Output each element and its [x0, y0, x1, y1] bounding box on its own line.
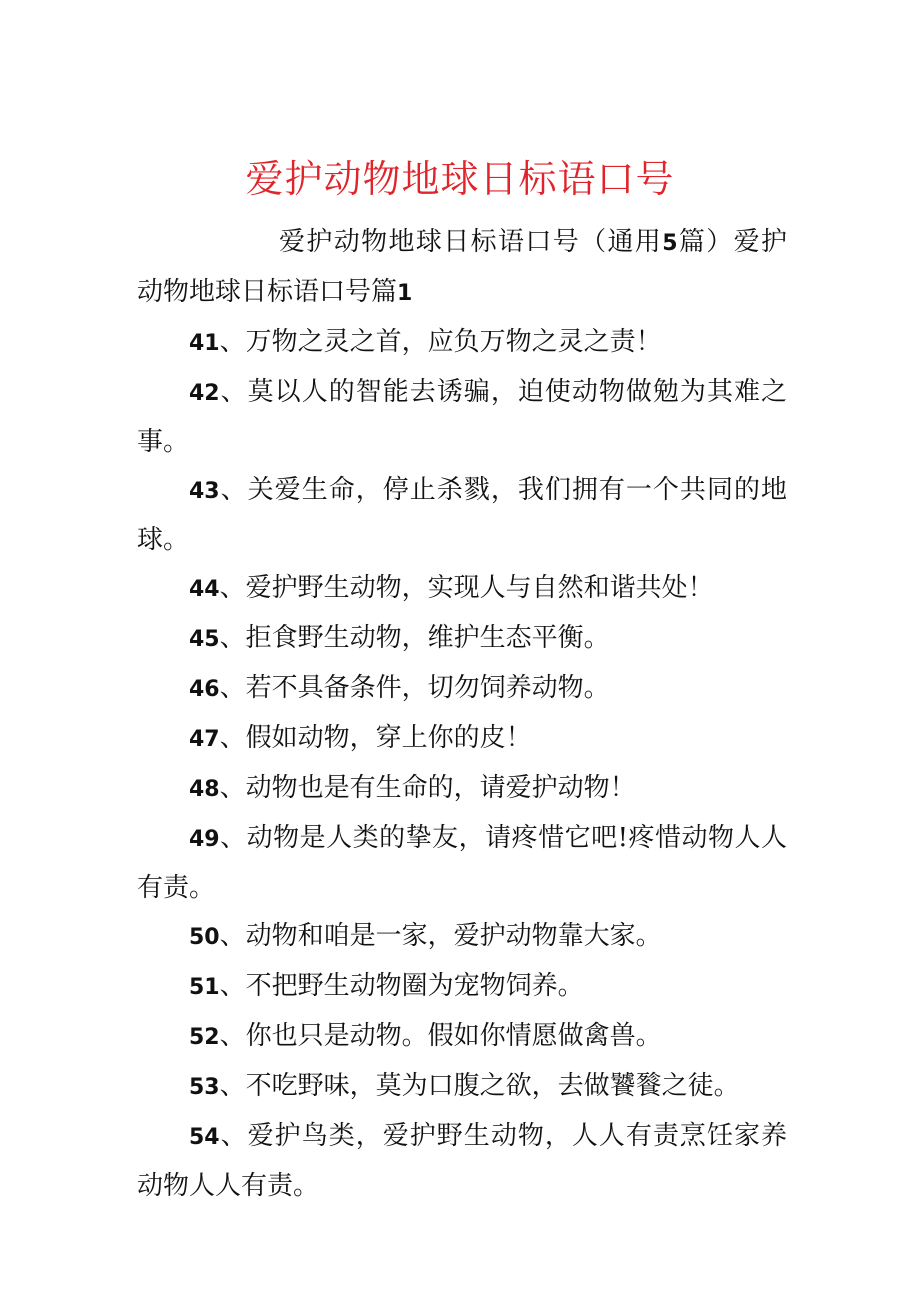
slogan-number: 54: [189, 1125, 220, 1150]
slogan-number: 44: [189, 577, 220, 602]
slogan-number: 47: [189, 727, 220, 752]
slogan-text: 、万物之灵之首，应负万物之灵之责！: [219, 327, 662, 357]
slogan-text: 、动物也是有生命的，请爱护动物！: [219, 773, 636, 803]
slogan-text: 、爱护鸟类，爱护野生动物，人人有责烹饪家养动物人人有责。: [137, 1121, 787, 1201]
slogan-item: [137, 764, 787, 814]
slogan-item: [137, 1112, 787, 1210]
slogan-item: [137, 368, 787, 466]
intro-text-a: 爱护动物地球日标语口号（通用: [279, 227, 663, 257]
slogan-item: [137, 1012, 787, 1062]
slogan-item: [137, 466, 787, 564]
intro-number-a: 5: [662, 231, 678, 256]
slogan-number: 49: [189, 827, 220, 852]
slogan-item: [137, 1062, 787, 1112]
slogan-number: 45: [189, 627, 220, 652]
slogan-text: 、不把野生动物圈为宠物饲养。: [219, 971, 584, 1001]
slogan-number: 50: [189, 925, 220, 950]
slogan-item: [137, 814, 787, 912]
slogan-text: 、你也只是动物。假如你情愿做禽兽。: [219, 1021, 662, 1051]
slogan-text: 、不吃野味，莫为口腹之欲，去做饕餮之徒。: [219, 1071, 740, 1101]
slogan-text: 、爱护野生动物，实现人与自然和谐共处！: [219, 573, 714, 603]
slogan-item: [137, 714, 787, 764]
intro-text-b: 篇）爱护动物地球日标语口号篇: [137, 227, 787, 307]
document-body: [137, 218, 787, 1210]
slogan-item: [137, 962, 787, 1012]
document-title: 爱护动物地球日标语口号: [245, 157, 675, 201]
slogan-text: 、若不具备条件，切勿饲养动物。: [219, 673, 610, 703]
slogan-item: [137, 664, 787, 714]
intro-number-b: 1: [397, 281, 413, 306]
slogan-number: 43: [189, 479, 220, 504]
slogan-number: 53: [189, 1075, 220, 1100]
slogan-item: [137, 912, 787, 962]
slogan-item: [137, 318, 787, 368]
slogan-number: 52: [189, 1025, 220, 1050]
slogan-item: [137, 564, 787, 614]
slogan-number: 48: [189, 777, 220, 802]
slogan-text: 、莫以人的智能去诱骗，迫使动物做勉为其难之事。: [137, 377, 787, 457]
slogan-number: 51: [189, 975, 220, 1000]
intro-paragraph: [137, 218, 787, 318]
slogan-text: 、动物是人类的挚友，请疼惜它吧!疼惜动物人人有责。: [137, 823, 787, 903]
slogan-item: [137, 614, 787, 664]
slogan-number: 41: [189, 331, 220, 356]
slogan-text: 、拒食野生动物，维护生态平衡。: [219, 623, 610, 653]
slogan-number: 42: [189, 381, 220, 406]
slogan-text: 、假如动物，穿上你的皮！: [219, 723, 532, 753]
slogan-number: 46: [189, 677, 220, 702]
slogan-text: 、关爱生命，停止杀戮，我们拥有一个共同的地球。: [137, 475, 787, 555]
slogan-text: 、动物和咱是一家，爱护动物靠大家。: [219, 921, 662, 951]
